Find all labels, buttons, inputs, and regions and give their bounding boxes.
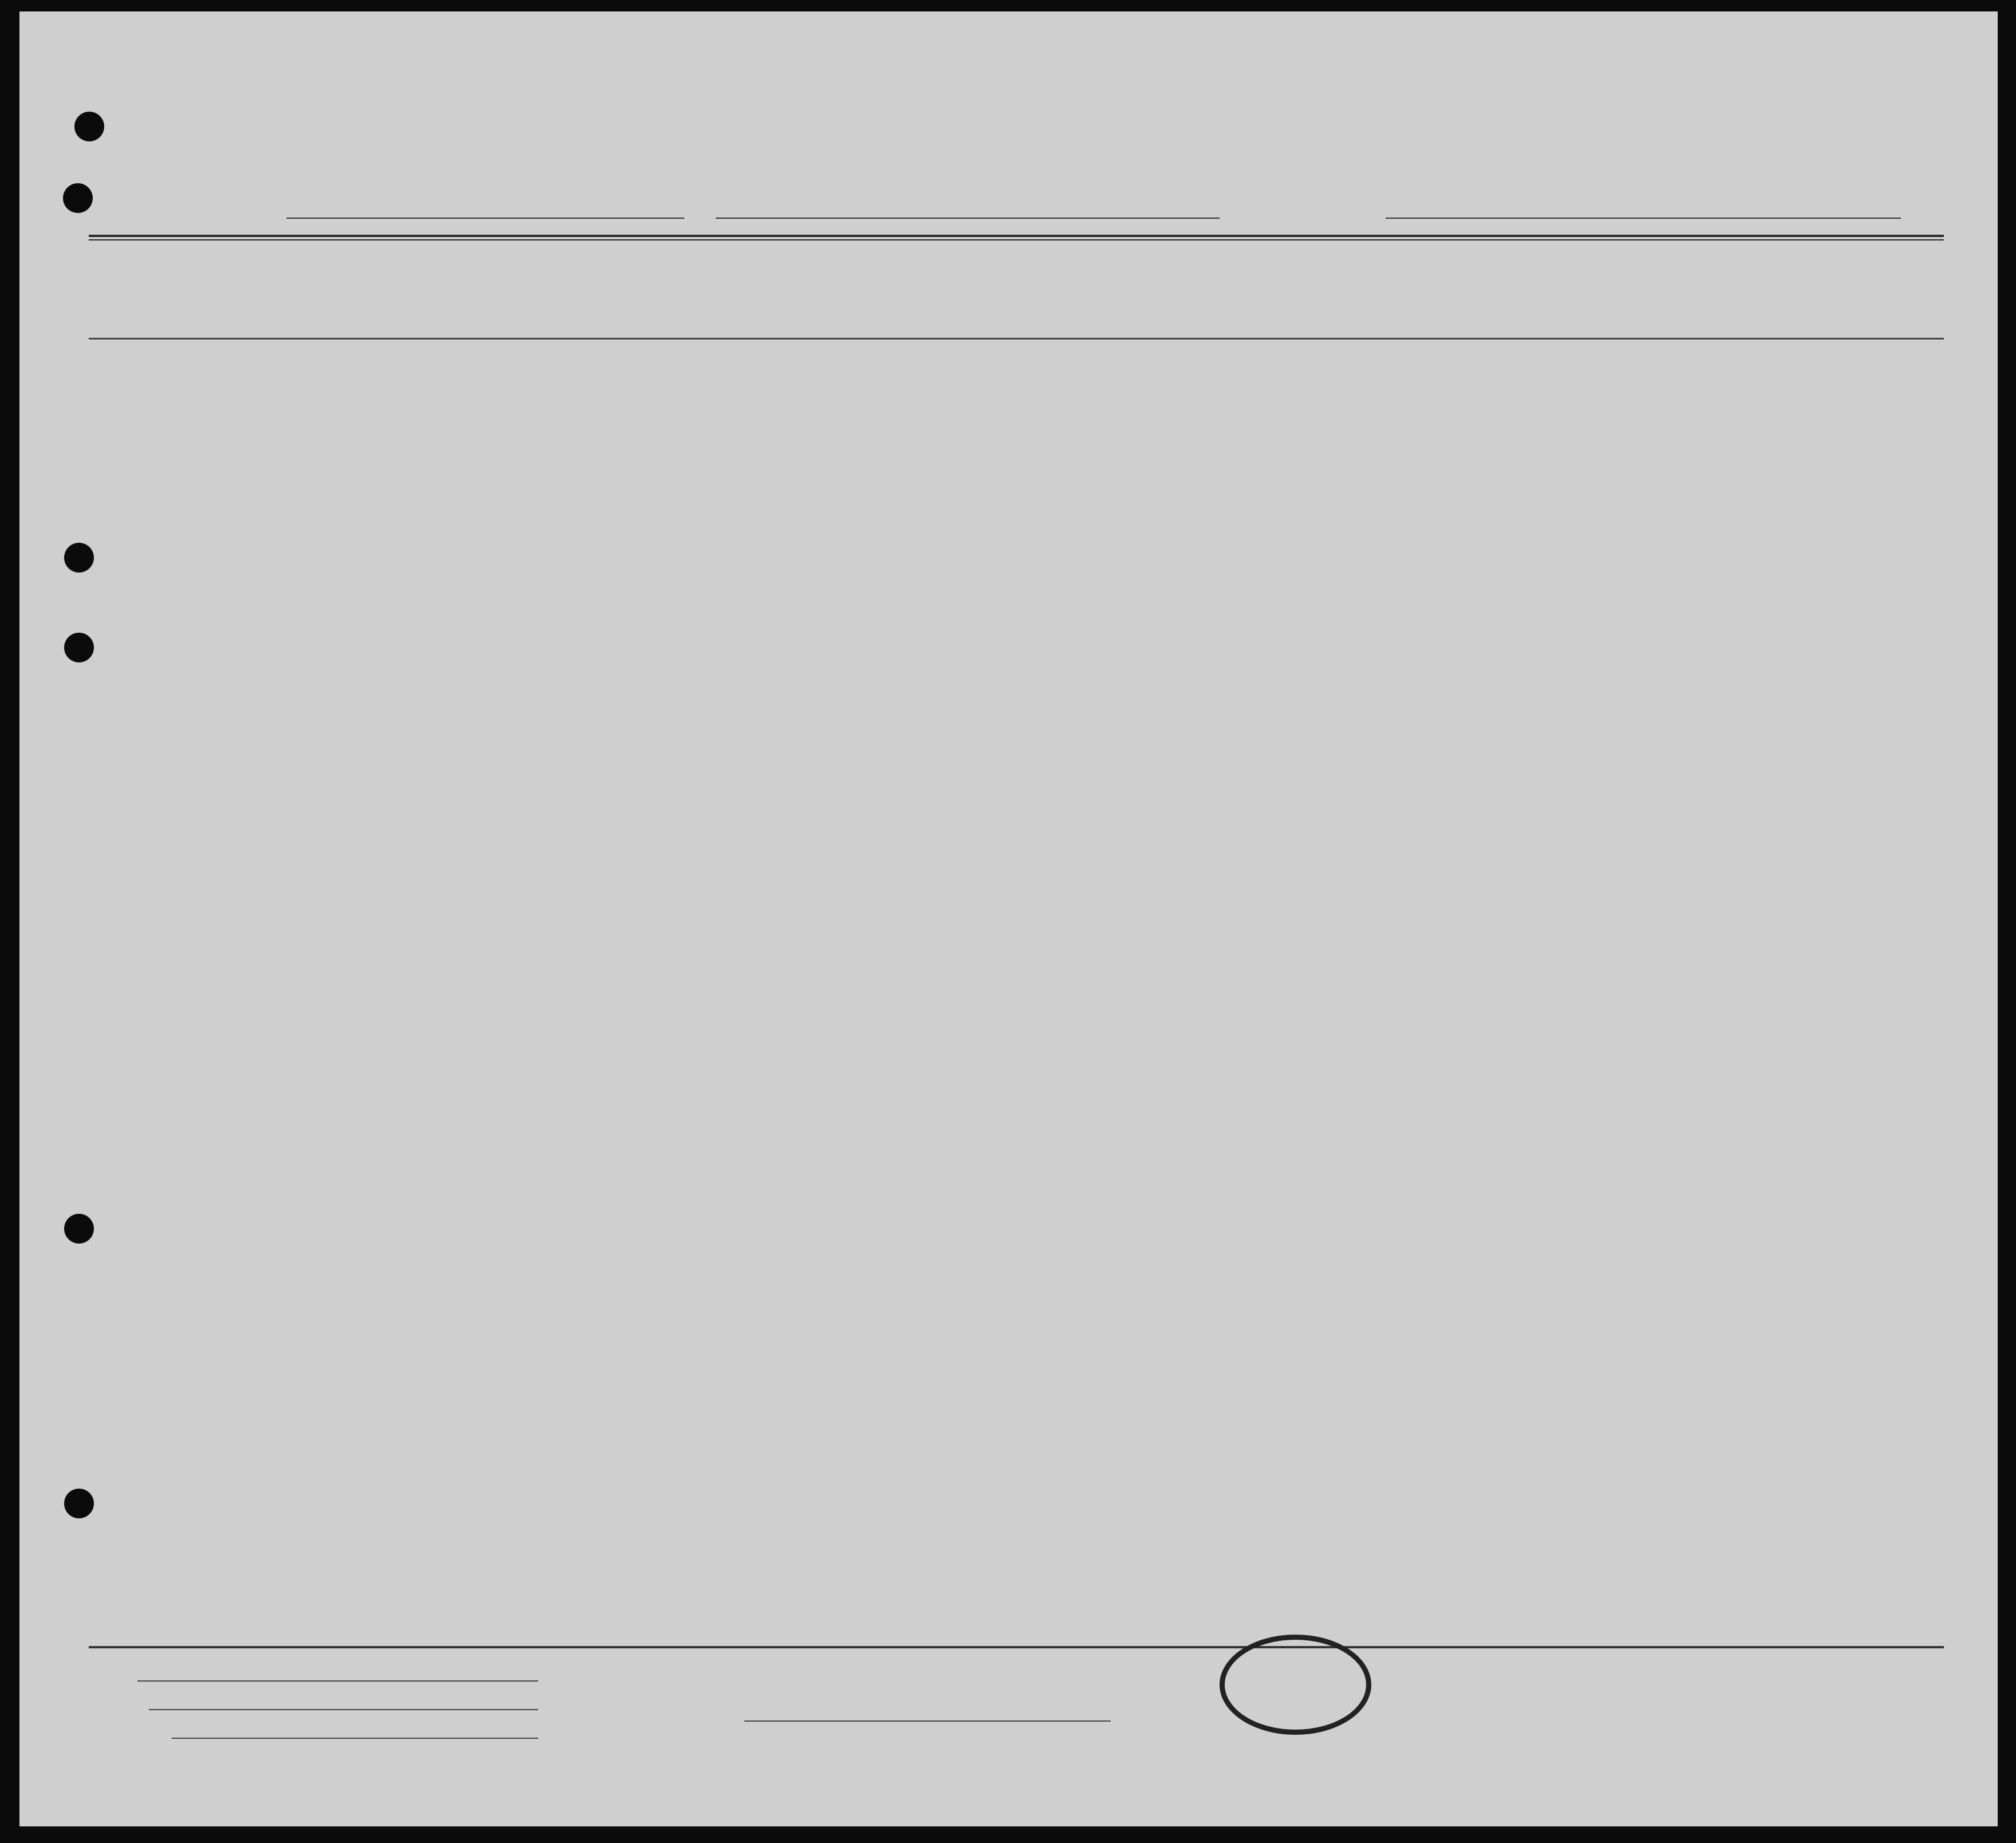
punch-hole — [64, 543, 94, 573]
office-stamp — [1220, 1635, 1371, 1735]
punch-hole — [63, 183, 93, 213]
punch-hole — [64, 633, 94, 662]
punch-hole — [74, 112, 104, 141]
punch-hole — [64, 1214, 94, 1244]
manifest-page — [19, 11, 1998, 1826]
punch-hole — [64, 1489, 94, 1518]
